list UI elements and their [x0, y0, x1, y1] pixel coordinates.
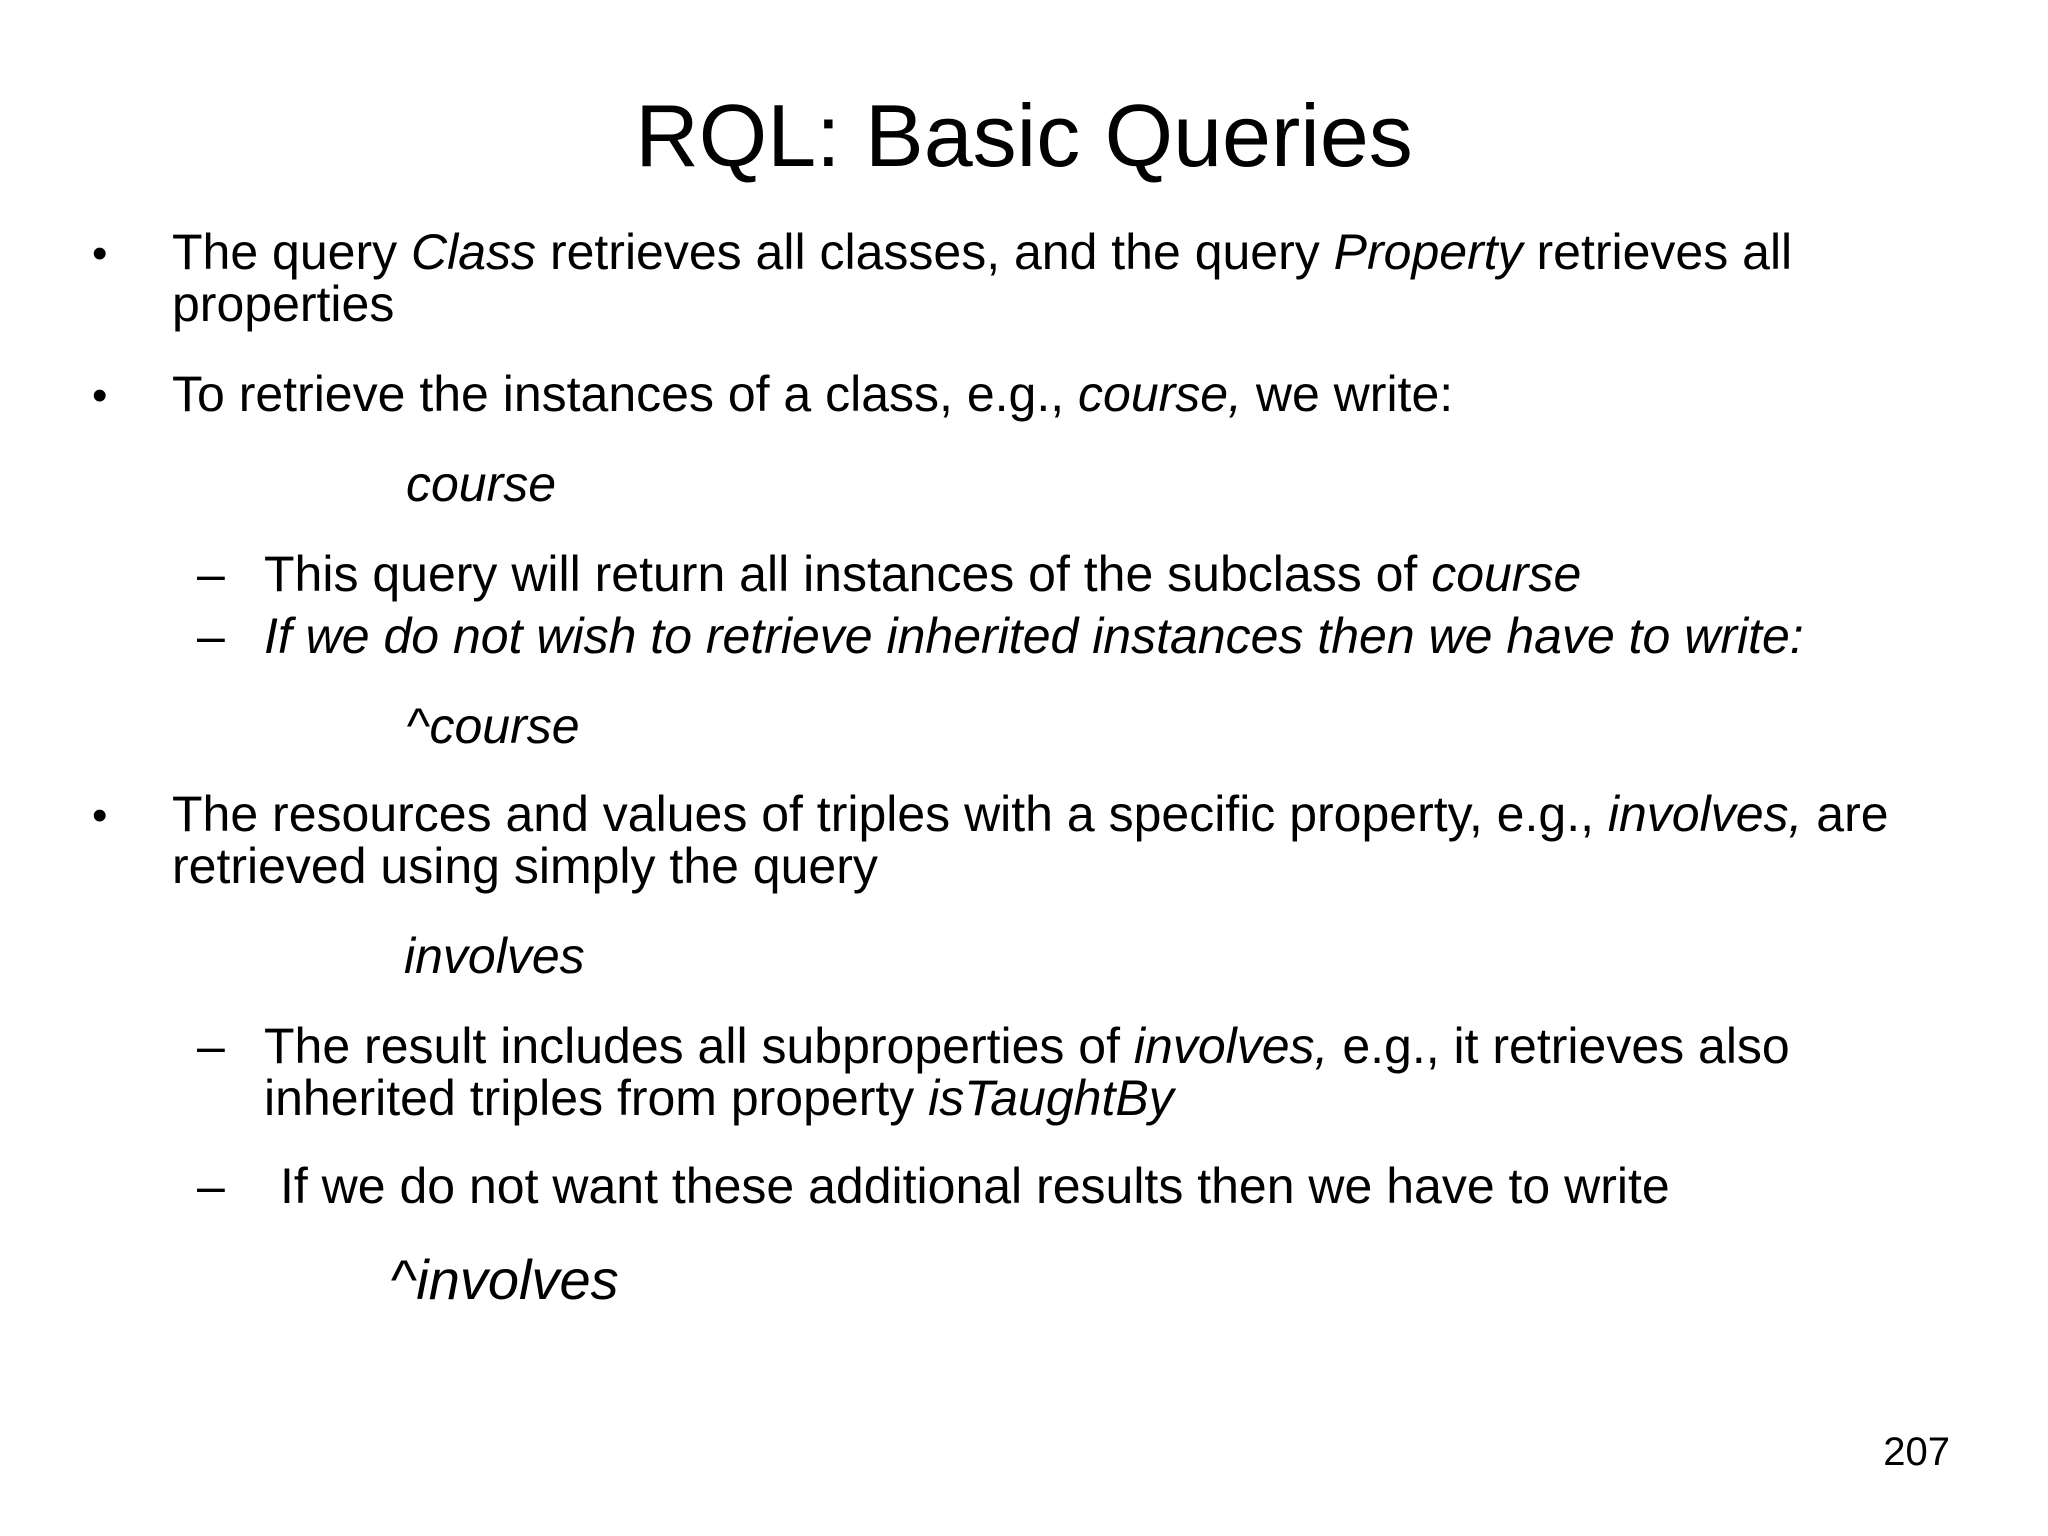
query-caret-course: ^course — [406, 698, 580, 754]
dash-marker: – — [197, 1158, 225, 1214]
keyword-involves: involves, — [1607, 786, 1803, 842]
text: The query — [172, 224, 412, 280]
text: e.g., it retrieves also — [1328, 1018, 1790, 1074]
bullet-marker: • — [92, 371, 108, 420]
bullet-1-line-2: properties — [172, 276, 395, 332]
bullet-3-line-2: retrieved using simply the query — [172, 838, 878, 894]
dash-marker: – — [197, 608, 225, 664]
query-course: course — [406, 456, 557, 512]
bullet-2-line-1 — [172, 368, 1453, 420]
text: are — [1802, 786, 1889, 842]
sub-bullet-3-line-2 — [264, 1072, 1174, 1124]
keyword-course: course, — [1078, 366, 1242, 422]
page-number: 207 — [1883, 1430, 1950, 1474]
dash-marker: – — [197, 546, 225, 602]
text: we write: — [1241, 366, 1454, 422]
text: retrieves all — [1522, 224, 1793, 280]
keyword-istaughtby: isTaughtBy — [928, 1070, 1174, 1126]
bullet-marker: • — [92, 229, 108, 278]
keyword-involves: involves, — [1133, 1018, 1329, 1074]
text: To retrieve the instances of a class, e.g., — [172, 366, 1079, 422]
sub-bullet-4: If we do not want these additional results then we have to write — [280, 1158, 1670, 1214]
slide-title: RQL: Basic Queries — [635, 86, 1413, 185]
text: inherited triples from property — [264, 1070, 929, 1126]
keyword-course: course — [1431, 546, 1582, 602]
sub-bullet-2: If we do not wish to retrieve inherited instances then we have to write: — [264, 608, 1804, 664]
text: The result includes all subproperties of — [264, 1018, 1134, 1074]
bullet-marker: • — [92, 791, 108, 840]
keyword-property: Property — [1333, 224, 1523, 280]
sub-bullet-1 — [264, 548, 1581, 600]
bullet-3-line-1 — [172, 788, 1889, 840]
query-involves: involves — [404, 928, 585, 984]
sub-bullet-3-line-1 — [264, 1020, 1790, 1072]
query-caret-involves: ^involves — [390, 1248, 619, 1311]
dash-marker: – — [197, 1018, 225, 1074]
keyword-class: Class — [411, 224, 537, 280]
text: This query will return all instances of the subclass of — [264, 546, 1432, 602]
text: retrieves all classes, and the query — [536, 224, 1334, 280]
text: The resources and values of triples with a specific property, e.g., — [172, 786, 1608, 842]
bullet-1-line-1 — [172, 226, 1792, 278]
